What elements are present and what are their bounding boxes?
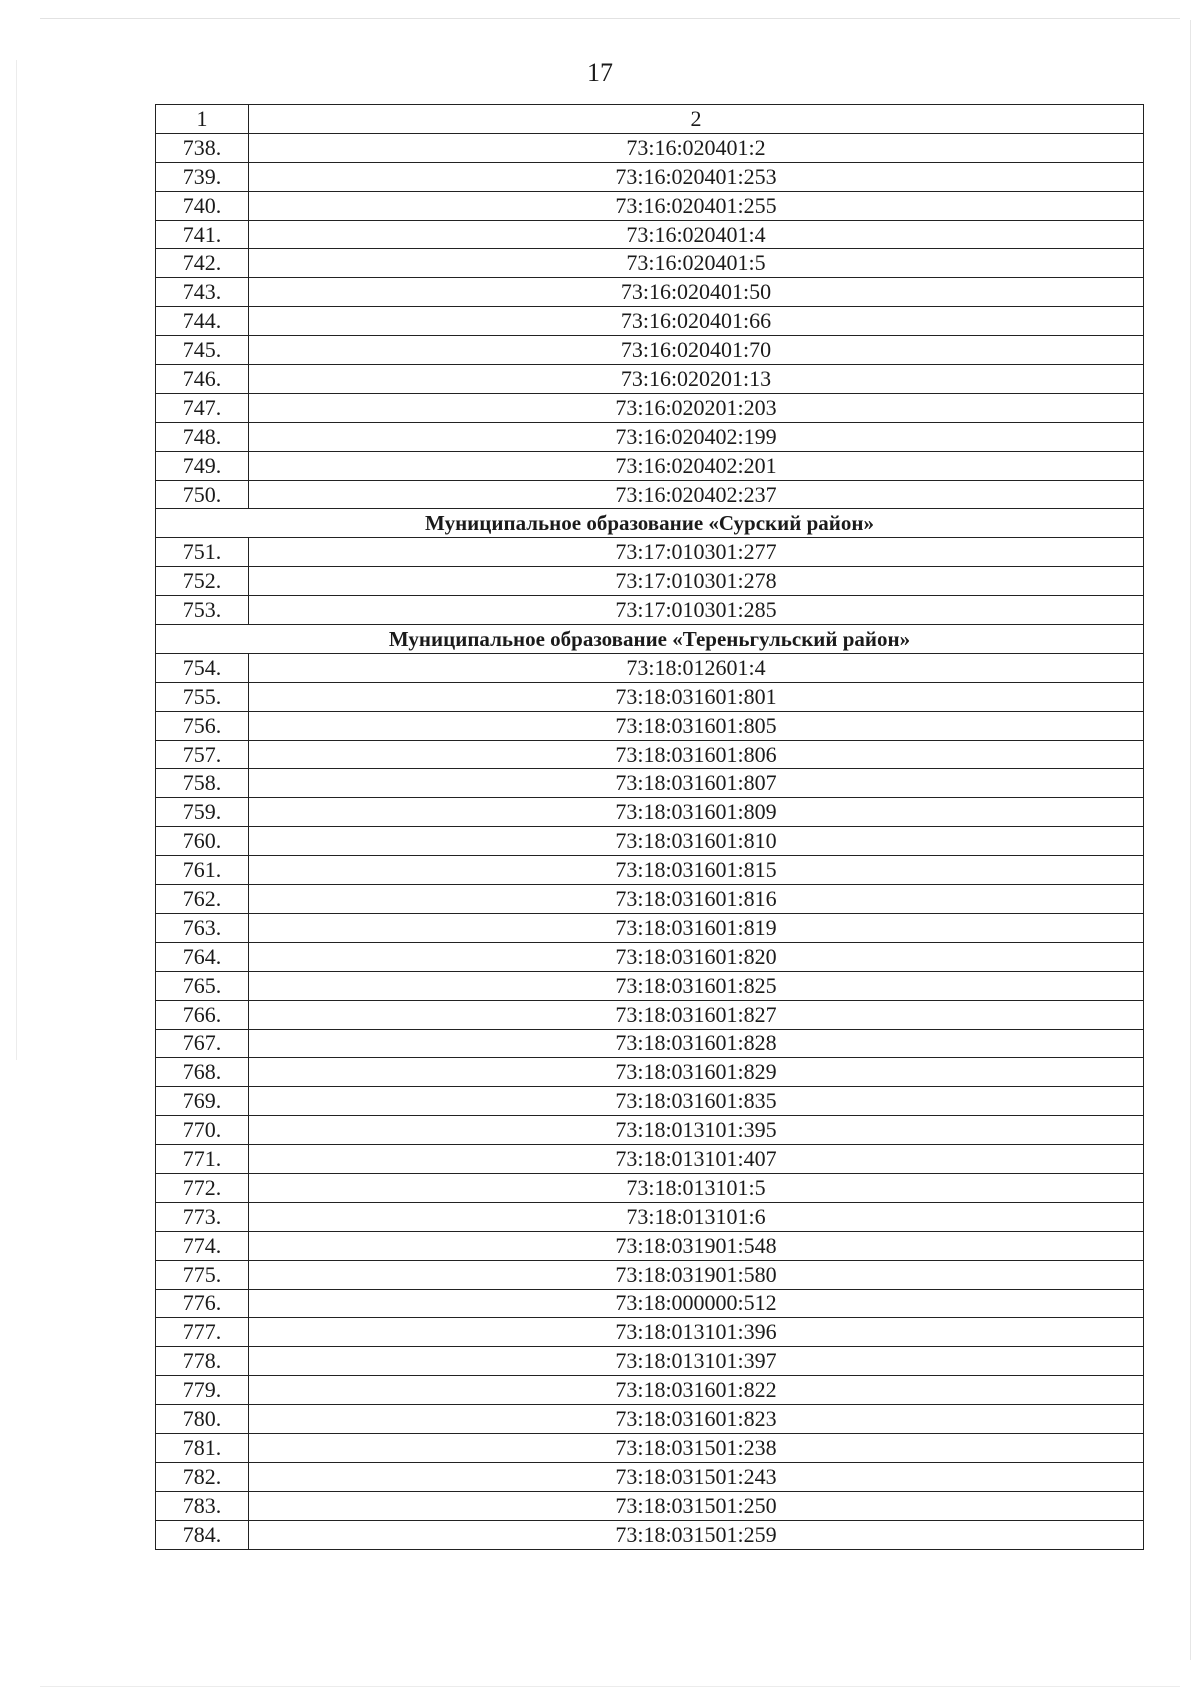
cadastral-number: 73:16:020401:70 [249, 336, 1144, 365]
cadastral-number: 73:18:000000:512 [249, 1289, 1144, 1318]
row-number: 750. [156, 480, 249, 509]
scan-edge-mark-left [16, 60, 17, 1060]
row-number: 781. [156, 1433, 249, 1462]
row-number: 775. [156, 1260, 249, 1289]
table-row [156, 1433, 1144, 1462]
row-number: 747. [156, 393, 249, 422]
row-number: 756. [156, 711, 249, 740]
table-row [156, 1173, 1144, 1202]
row-number: 770. [156, 1116, 249, 1145]
row-number: 760. [156, 827, 249, 856]
table-row [156, 307, 1144, 336]
scan-edge-mark-right [1190, 20, 1191, 1660]
scan-edge-mark-bottom [40, 1686, 1180, 1687]
cadastral-number: 73:18:013101:397 [249, 1347, 1144, 1376]
row-number: 779. [156, 1376, 249, 1405]
table-row [156, 538, 1144, 567]
cadastral-number: 73:18:031601:819 [249, 913, 1144, 942]
cadastral-number: 73:18:031601:822 [249, 1376, 1144, 1405]
cadastral-number: 73:18:031901:580 [249, 1260, 1144, 1289]
cadastral-number: 73:18:013101:5 [249, 1173, 1144, 1202]
row-number: 772. [156, 1173, 249, 1202]
table-row [156, 480, 1144, 509]
table-row [156, 1318, 1144, 1347]
cadastral-number: 73:18:031601:807 [249, 769, 1144, 798]
cadastral-number: 73:18:013101:395 [249, 1116, 1144, 1145]
section-header-row [156, 625, 1144, 654]
cadastral-number: 73:18:031501:250 [249, 1491, 1144, 1520]
cadastral-number-table [155, 104, 1144, 1550]
cadastral-number: 73:18:012601:4 [249, 653, 1144, 682]
row-number: 763. [156, 913, 249, 942]
table-row [156, 1289, 1144, 1318]
cadastral-number: 73:16:020401:255 [249, 191, 1144, 220]
cadastral-number: 73:18:031601:823 [249, 1405, 1144, 1434]
table-row [156, 711, 1144, 740]
cadastral-number: 73:16:020401:4 [249, 220, 1144, 249]
row-number: 752. [156, 567, 249, 596]
cadastral-number: 73:18:031601:827 [249, 1000, 1144, 1029]
column-header-cadastral-number: 2 [249, 105, 1144, 134]
row-number: 780. [156, 1405, 249, 1434]
cadastral-number: 73:18:031901:548 [249, 1231, 1144, 1260]
row-number: 765. [156, 971, 249, 1000]
scan-edge-mark-top [40, 18, 1180, 19]
table-row [156, 1520, 1144, 1549]
table-row [156, 1000, 1144, 1029]
cadastral-number: 73:18:031501:259 [249, 1520, 1144, 1549]
column-header-number: 1 [156, 105, 249, 134]
row-number: 759. [156, 798, 249, 827]
table-row [156, 942, 1144, 971]
cadastral-number: 73:18:031601:816 [249, 885, 1144, 914]
cadastral-number: 73:16:020401:253 [249, 162, 1144, 191]
cadastral-number: 73:18:031601:810 [249, 827, 1144, 856]
page-number: 17 [587, 58, 613, 87]
table-row [156, 1145, 1144, 1174]
table-row [156, 133, 1144, 162]
cadastral-number: 73:18:031601:829 [249, 1058, 1144, 1087]
table-body [156, 133, 1144, 1549]
cadastral-number: 73:18:031501:243 [249, 1462, 1144, 1491]
table-row [156, 249, 1144, 278]
row-number: 771. [156, 1145, 249, 1174]
cadastral-number: 73:18:031601:815 [249, 856, 1144, 885]
cadastral-number: 73:16:020401:2 [249, 133, 1144, 162]
table-row [156, 1260, 1144, 1289]
row-number: 773. [156, 1202, 249, 1231]
row-number: 755. [156, 682, 249, 711]
row-number: 751. [156, 538, 249, 567]
table-row [156, 365, 1144, 394]
table-row [156, 740, 1144, 769]
cadastral-number: 73:16:020402:201 [249, 451, 1144, 480]
row-number: 738. [156, 133, 249, 162]
row-number: 739. [156, 162, 249, 191]
cadastral-number: 73:18:013101:407 [249, 1145, 1144, 1174]
cadastral-number: 73:16:020402:237 [249, 480, 1144, 509]
table-row [156, 1116, 1144, 1145]
table-row [156, 971, 1144, 1000]
row-number: 743. [156, 278, 249, 307]
table-row [156, 451, 1144, 480]
table-row [156, 1087, 1144, 1116]
row-number: 745. [156, 336, 249, 365]
section-header-row [156, 509, 1144, 538]
cadastral-number: 73:18:031601:801 [249, 682, 1144, 711]
cadastral-number: 73:16:020402:199 [249, 422, 1144, 451]
table-row [156, 1491, 1144, 1520]
row-number: 766. [156, 1000, 249, 1029]
row-number: 778. [156, 1347, 249, 1376]
table-row [156, 162, 1144, 191]
row-number: 758. [156, 769, 249, 798]
table-row [156, 653, 1144, 682]
cadastral-number: 73:17:010301:285 [249, 596, 1144, 625]
table-row [156, 278, 1144, 307]
cadastral-number: 73:18:031501:238 [249, 1433, 1144, 1462]
cadastral-number: 73:18:031601:806 [249, 740, 1144, 769]
row-number: 767. [156, 1029, 249, 1058]
cadastral-number: 73:17:010301:278 [249, 567, 1144, 596]
table-row [156, 1029, 1144, 1058]
table-row [156, 769, 1144, 798]
row-number: 762. [156, 885, 249, 914]
table-row [156, 422, 1144, 451]
row-number: 768. [156, 1058, 249, 1087]
row-number: 776. [156, 1289, 249, 1318]
cadastral-number: 73:16:020201:203 [249, 393, 1144, 422]
row-number: 761. [156, 856, 249, 885]
table-row [156, 827, 1144, 856]
table-row [156, 798, 1144, 827]
row-number: 783. [156, 1491, 249, 1520]
table-row [156, 220, 1144, 249]
row-number: 748. [156, 422, 249, 451]
row-number: 769. [156, 1087, 249, 1116]
table-row [156, 885, 1144, 914]
cadastral-number: 73:16:020401:50 [249, 278, 1144, 307]
table-row [156, 1202, 1144, 1231]
cadastral-number: 73:18:031601:820 [249, 942, 1144, 971]
row-number: 746. [156, 365, 249, 394]
cadastral-number: 73:18:031601:828 [249, 1029, 1144, 1058]
row-number: 784. [156, 1520, 249, 1549]
row-number: 753. [156, 596, 249, 625]
table-row [156, 913, 1144, 942]
row-number: 754. [156, 653, 249, 682]
row-number: 782. [156, 1462, 249, 1491]
cadastral-number: 73:17:010301:277 [249, 538, 1144, 567]
section-title: Муниципальное образование «Сурский район» [156, 509, 1144, 538]
table-row [156, 1376, 1144, 1405]
row-number: 774. [156, 1231, 249, 1260]
cadastral-number: 73:18:013101:396 [249, 1318, 1144, 1347]
table-row [156, 393, 1144, 422]
table-header-row [156, 105, 1144, 134]
table-row [156, 682, 1144, 711]
cadastral-number: 73:18:031601:805 [249, 711, 1144, 740]
row-number: 757. [156, 740, 249, 769]
table-row [156, 567, 1144, 596]
table-row [156, 336, 1144, 365]
cadastral-number: 73:18:031601:835 [249, 1087, 1144, 1116]
row-number: 742. [156, 249, 249, 278]
table-row [156, 596, 1144, 625]
table-row [156, 1231, 1144, 1260]
table-row [156, 1462, 1144, 1491]
cadastral-number: 73:18:013101:6 [249, 1202, 1144, 1231]
cadastral-number: 73:16:020401:5 [249, 249, 1144, 278]
row-number: 764. [156, 942, 249, 971]
table-row [156, 191, 1144, 220]
table-row [156, 856, 1144, 885]
row-number: 777. [156, 1318, 249, 1347]
table-row [156, 1058, 1144, 1087]
cadastral-number: 73:18:031601:825 [249, 971, 1144, 1000]
section-title: Муниципальное образование «Тереньгульский район» [156, 625, 1144, 654]
table-row [156, 1347, 1144, 1376]
table-row [156, 1405, 1144, 1434]
cadastral-number: 73:18:031601:809 [249, 798, 1144, 827]
row-number: 749. [156, 451, 249, 480]
row-number: 741. [156, 220, 249, 249]
row-number: 740. [156, 191, 249, 220]
row-number: 744. [156, 307, 249, 336]
cadastral-number: 73:16:020201:13 [249, 365, 1144, 394]
cadastral-number: 73:16:020401:66 [249, 307, 1144, 336]
